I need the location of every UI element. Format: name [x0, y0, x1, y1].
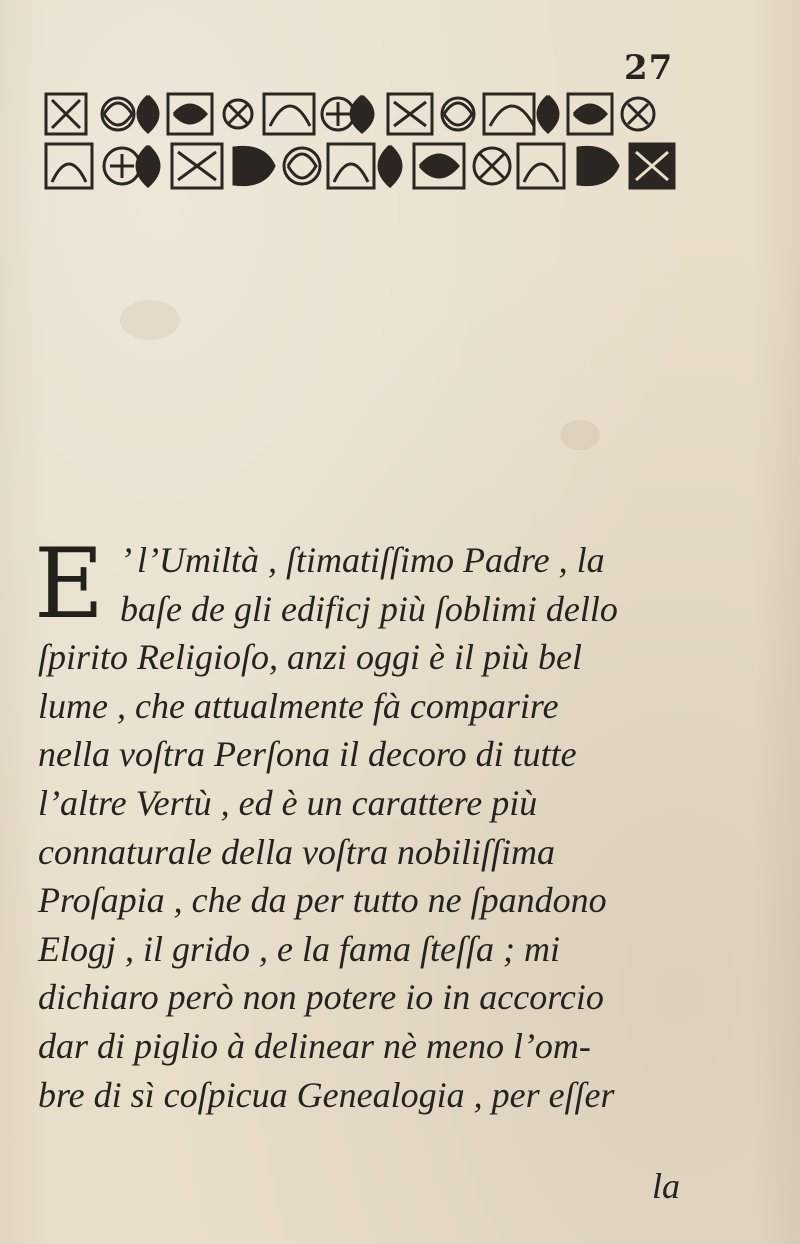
text-line: l’altre Vertù , ed è un carattere più: [38, 782, 538, 823]
paper-stain: [560, 420, 600, 450]
ornamental-headpiece-icon: [38, 82, 678, 194]
catchword: la: [652, 1166, 681, 1206]
page-number: 27: [624, 48, 674, 88]
text-line: bre di sì coſpicua Genealogia , per eſſer: [38, 1074, 615, 1115]
text-line: Proſapia , che da per tutto ne ſpandono: [38, 880, 607, 921]
text-line: lume , che attualmente fà comparire: [38, 685, 559, 726]
text-line: ſpirito Religioſo, anzi oggi è il più bel: [38, 637, 582, 678]
text-line: Elogj , il grido , e la fama ſteſſa ; mi: [38, 928, 560, 969]
text-line: nella voſtra Perſona il decoro di tutte: [38, 734, 577, 775]
text-line: dar di piglio à delinear nè meno l’om-: [38, 1025, 591, 1066]
text-line: ’ l’Umiltà , ſtimatiſſimo Padre , la: [120, 540, 605, 580]
text-line: dichiaro però non potere io in accorcio: [38, 977, 604, 1018]
drop-cap-letter: E: [34, 528, 105, 640]
text-line: connaturale della voſtra nobiliſſima: [38, 831, 555, 872]
body-text: [38, 536, 758, 1119]
paper-stain: [120, 300, 180, 340]
text-line: baſe de gli edificj più ſoblimi dello: [120, 588, 618, 629]
